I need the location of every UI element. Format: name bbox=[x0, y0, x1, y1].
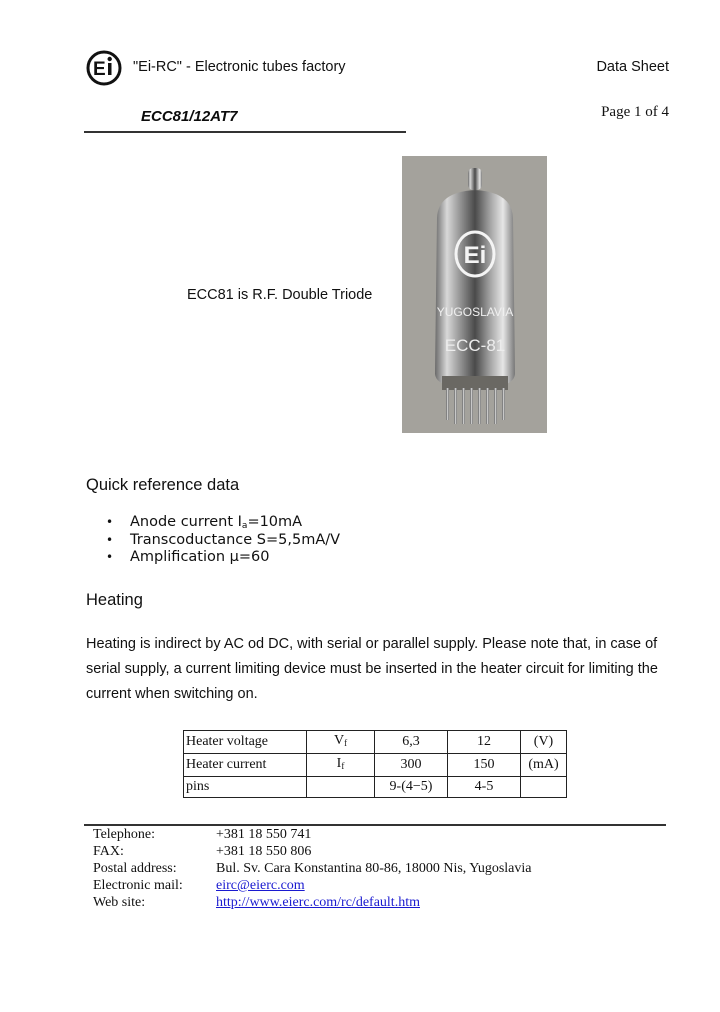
heating-paragraph: Heating is indirect by AC od DC, with serial or parallel supply. Please note that, in case of serial supply, a current limiting device must be inserted in the heater circuit for limiting the current when switching on. bbox=[86, 636, 658, 702]
tube-type-print: ECC-81 bbox=[444, 336, 506, 355]
quick-reference-heading: Quick reference data bbox=[86, 476, 240, 494]
contact-block bbox=[93, 826, 532, 911]
table-row: Heater voltage $V_f$ 6,3 12 (V) bbox=[184, 731, 567, 754]
tube-brand-mark: Ei bbox=[463, 242, 487, 269]
table-row: pins 9-(4−5) 4-5 bbox=[184, 777, 567, 798]
telephone-row: Telephone: +381 18 550 741 bbox=[93, 827, 312, 842]
page-indicator: Page 1 of 4 bbox=[601, 104, 669, 120]
postal-value: Bul. Sv. Cara Konstantina 80-86, 18000 Nis, Yugoslavia bbox=[216, 861, 532, 876]
heating-heading: Heating bbox=[86, 591, 143, 609]
company-name: "Ei-RC" - Electronic tubes factory bbox=[133, 59, 346, 75]
tube-model: ECC81/12AT7 bbox=[141, 108, 238, 125]
tube-photo bbox=[402, 156, 547, 433]
fax-value: +381 18 550 806 bbox=[216, 844, 312, 859]
tube-country-print: YUGOSLAVIA bbox=[436, 305, 514, 319]
web-row: Web site: http://www.eierc.com/rc/default.htm bbox=[93, 895, 420, 910]
quick-reference-list bbox=[106, 514, 340, 567]
company-logo bbox=[86, 50, 122, 86]
postal-row: Postal address: Bul. Sv. Cara Konstantina 80-86, 18000 Nis, Yugoslavia bbox=[93, 861, 532, 876]
telephone-value: +381 18 550 741 bbox=[216, 827, 312, 842]
header-divider bbox=[84, 131, 406, 133]
list-item: • Anode current $I_a=10mA$ bbox=[106, 514, 340, 532]
email-row: Electronic mail: eirc@eierc.com bbox=[93, 878, 305, 893]
document-type: Data Sheet bbox=[596, 59, 669, 75]
email-link[interactable]: eirc@eierc.com bbox=[216, 878, 305, 893]
list-item: • Amplification μ=60 bbox=[106, 549, 340, 567]
heater-table bbox=[183, 730, 567, 798]
fax-row: FAX: +381 18 550 806 bbox=[93, 844, 312, 859]
intro-text: ECC81 is R.F. Double Triode bbox=[187, 287, 373, 303]
list-item: • Transcoductance S=5,5mA/V bbox=[106, 532, 340, 550]
website-link[interactable]: http://www.eierc.com/rc/default.htm bbox=[216, 895, 420, 910]
svg-text:E: E bbox=[93, 59, 106, 80]
table-row: Heater current $I_f$ 300 150 (mA) bbox=[184, 754, 567, 777]
